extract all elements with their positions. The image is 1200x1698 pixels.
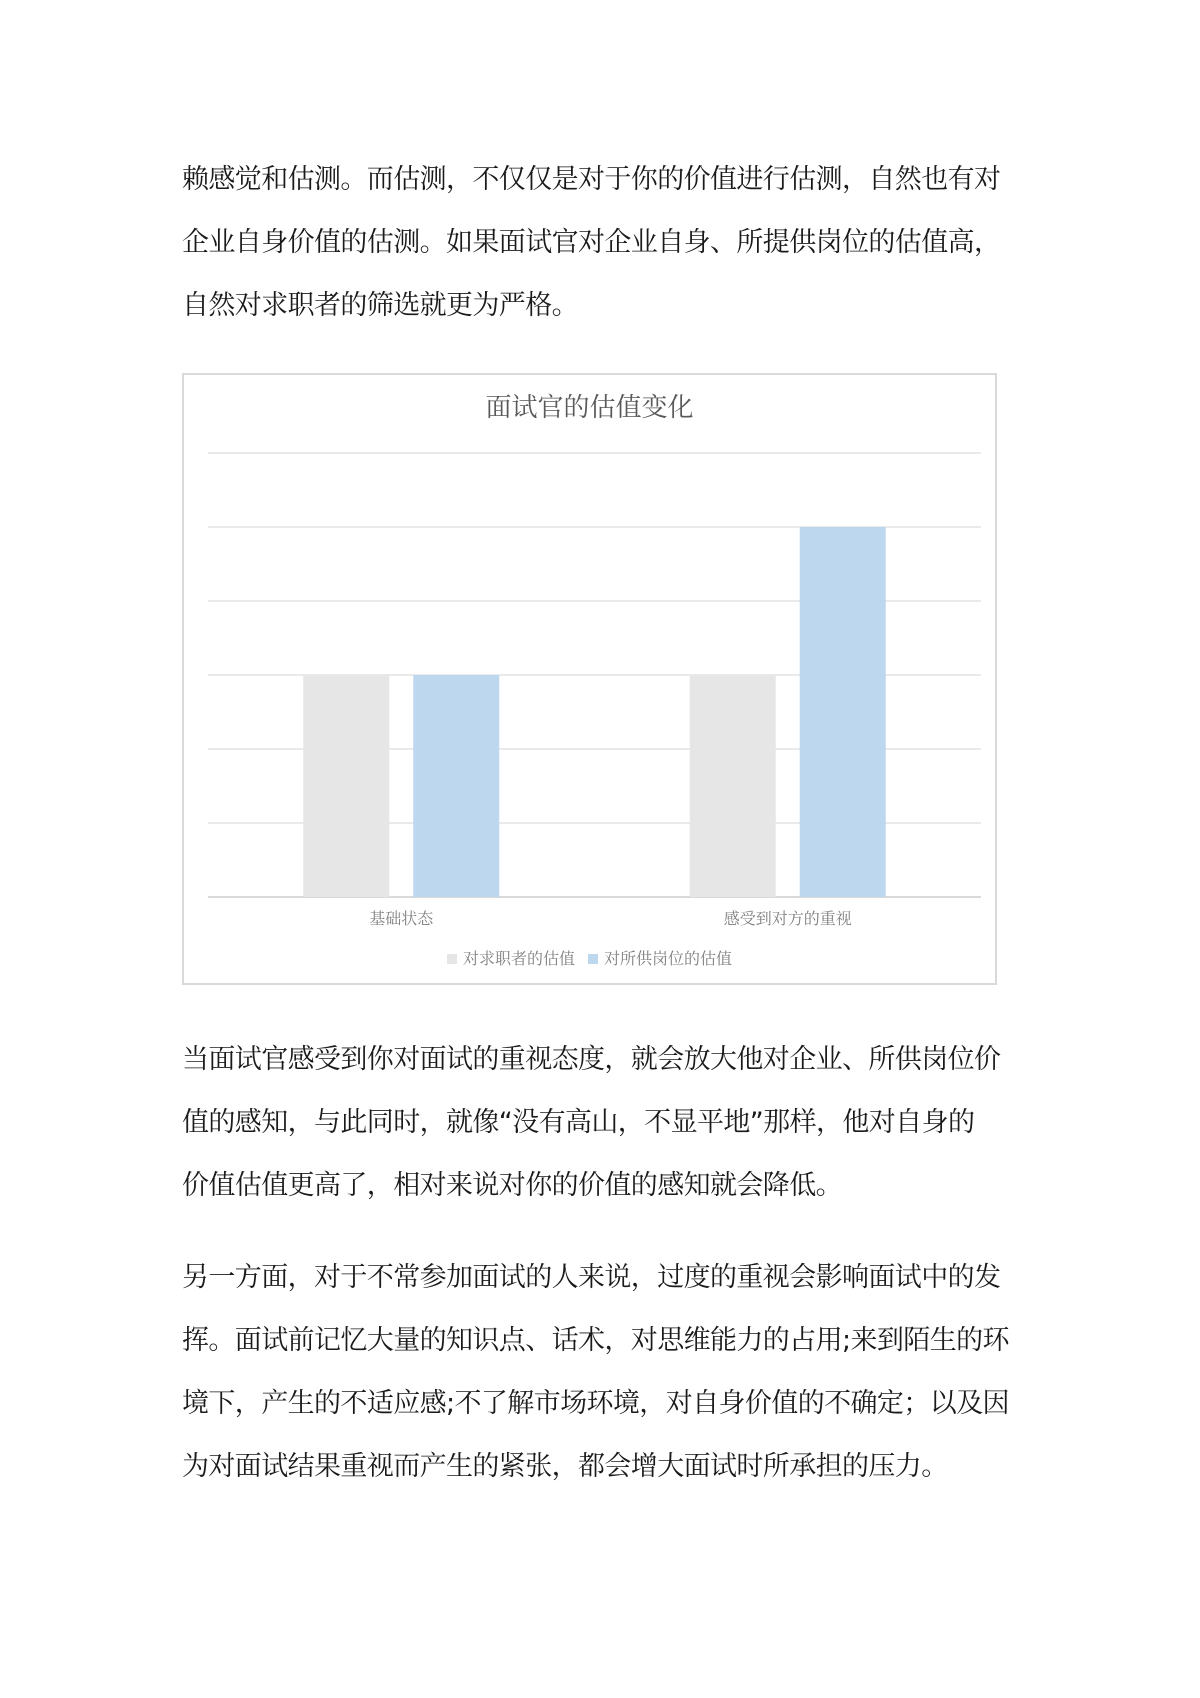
paragraph-2 — [182, 1028, 1042, 1217]
legend-label-series-2: 对所供岗位的估值 — [604, 949, 733, 968]
x-tick-label: 基础状态 — [369, 909, 434, 928]
legend-item-series-2 — [588, 946, 732, 969]
legend-item-series-1 — [447, 946, 575, 969]
chart-legend — [184, 946, 995, 969]
paragraph-1 — [182, 148, 1042, 337]
paragraph-3-line: 为对面试结果重视而产生的紧张，都会增大面试时所承担的压力。 — [182, 1451, 948, 1482]
paragraph-1-line: 自然对求职者的筛选就更为严格。 — [182, 290, 578, 321]
bar-2-2 — [800, 527, 886, 897]
paragraph-2-line: 值的感知，与此同时，就像“没有高山，不显平地”那样，他对自身的 — [182, 1107, 975, 1138]
paragraph-2-line: 价值估值更高了，相对来说对你的价值的感知就会降低。 — [182, 1170, 842, 1201]
x-tick-label: 感受到对方的重视 — [723, 909, 852, 928]
legend-swatch-series-1 — [447, 954, 457, 964]
bar-1-2 — [690, 675, 776, 897]
paragraph-3-line: 境下，产生的不适应感;不了解市场环境，对自身价值的不确定；以及因 — [182, 1388, 1009, 1419]
chart-title: 面试官的估值变化 — [485, 393, 694, 423]
paragraph-3-line: 另一方面，对于不常参加面试的人来说，过度的重视会影响面试中的发 — [182, 1262, 1001, 1293]
paragraph-3-line: 挥。面试前记忆大量的知识点、话术，对思维能力的占用;来到陌生的环 — [182, 1325, 1009, 1356]
bar-chart — [184, 375, 995, 983]
legend-label-series-1: 对求职者的估值 — [462, 949, 575, 968]
legend-swatch-series-2 — [588, 954, 598, 964]
paragraph-1-line: 赖感觉和估测。而估测，不仅仅是对于你的价值进行估测，自然也有对 — [182, 164, 1001, 195]
paragraph-1-line: 企业自身价值的估测。如果面试官对企业自身、所提供岗位的估值高， — [182, 227, 1001, 258]
bar-2-1 — [413, 675, 499, 897]
bar-1-1 — [303, 675, 389, 897]
chart-frame — [182, 373, 997, 985]
paragraph-3 — [182, 1246, 1042, 1498]
paragraph-2-line: 当面试官感受到你对面试的重视态度，就会放大他对企业、所供岗位价 — [182, 1044, 1001, 1075]
